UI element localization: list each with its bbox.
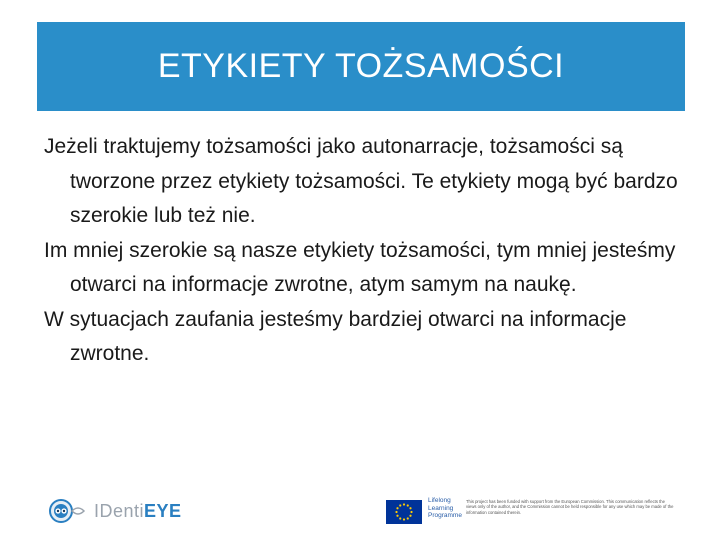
llp-label: [428, 497, 462, 520]
brand-name-part2: EYE: [144, 500, 182, 521]
footer: [0, 488, 720, 538]
title-band: [37, 22, 685, 111]
llp-line: Learning: [428, 504, 454, 512]
paragraph-3: W sytuacjach zaufania jesteśmy bardziej otwarci na informacje zwrotne.: [44, 307, 627, 365]
brand-name: [94, 501, 182, 522]
slide-body: [44, 130, 694, 372]
identieye-logo-icon: [48, 498, 92, 524]
llp-line: Programme: [428, 512, 462, 519]
llp-line: Lifelong: [428, 497, 451, 504]
paragraph-1: Jeżeli traktujemy tożsamości jako autonarracje, tożsamości są tworzone przez etykiety tożsamości. Te etykiety mogą być bardzo szerokie lub też nie.: [44, 135, 678, 227]
eu-flag-icon: [386, 500, 422, 524]
eu-disclaimer: This project has been funded with support from the European Commission. This communication reflects the views only of the author, and the Commission cannot be held responsible for any use which may be made of the information contained therein.: [466, 499, 674, 515]
slide-title: ETYKIETY TOŻSAMOŚCI: [157, 47, 565, 85]
paragraph-2: Im mniej szerokie są nasze etykiety tożsamości, tym mniej jesteśmy otwarci na informacje zwrotne, atym samym na naukę.: [44, 238, 676, 296]
brand-logo: [48, 498, 182, 524]
brand-name-part1: IDenti: [94, 500, 145, 521]
